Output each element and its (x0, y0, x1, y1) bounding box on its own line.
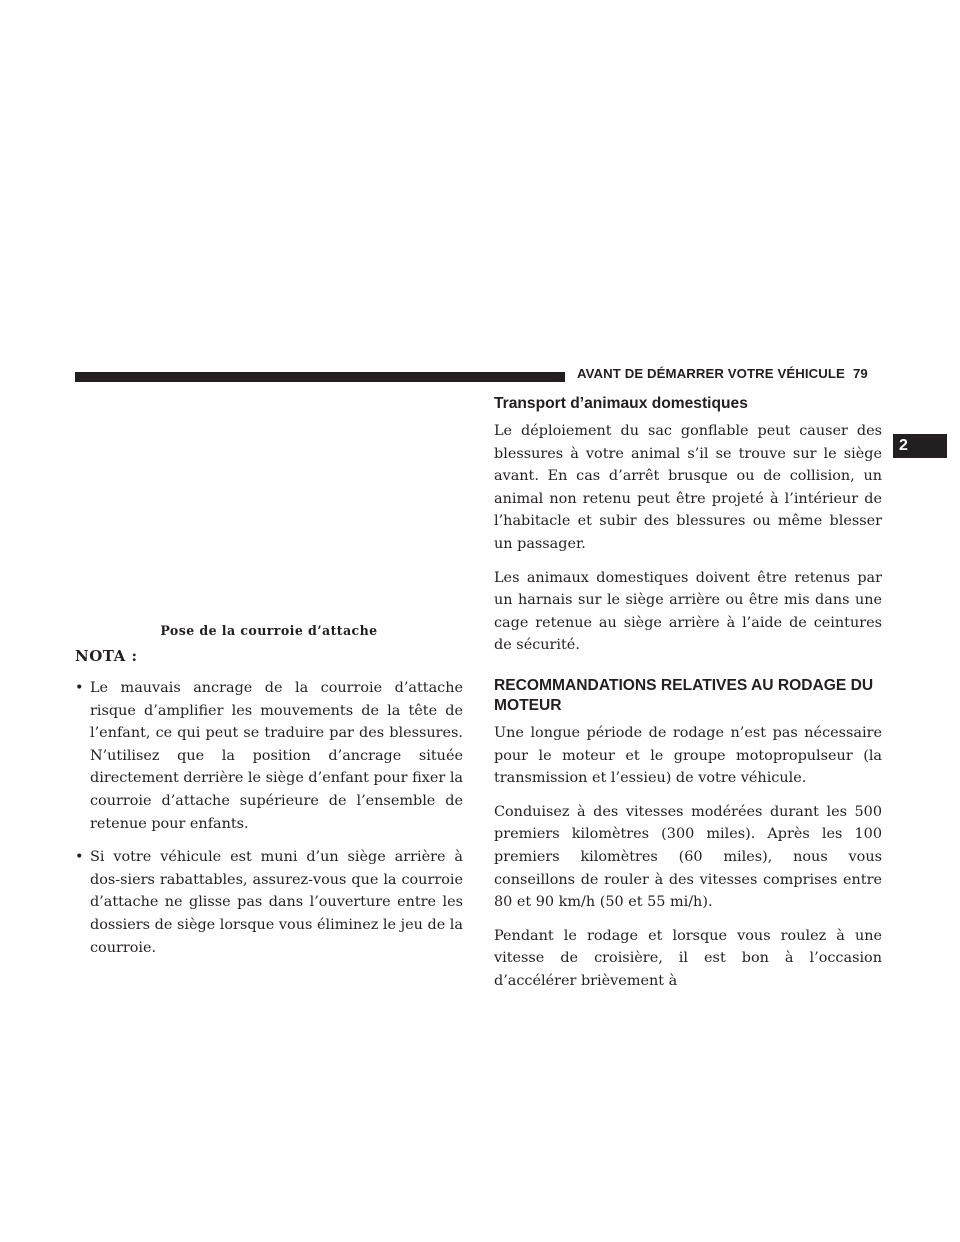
breakin-heading: RECOMMANDATIONS RELATIVES AU RODAGE DU MOTEUR (494, 676, 874, 714)
list-item (75, 677, 463, 835)
left-column (75, 622, 463, 970)
right-column (494, 393, 882, 1003)
list-item (75, 846, 463, 959)
paragraph: Les animaux domestiques doivent être retenus par un harnais sur le siège arrière ou être mis dans une cage retenue au siège arrière à l’aide de ceintures de sécurité. (494, 569, 882, 654)
paragraph: Conduisez à des vitesses modérées durant les 500 premiers kilomètres (300 miles). Après les 100 premiers kilomètres (60 miles), nous vous conseillons de rouler à des vitesses comprises entre 80 et 90 km/h (50 et 55 mi/h). (494, 803, 882, 911)
chapter-tab: 2 (893, 434, 947, 458)
paragraph: Le déploiement du sac gonflable peut causer des blessures à votre animal s’il se trouve sur le siège avant. En cas d’arrêt brusque ou de collision, un animal non retenu peut être projeté à l’intérieur de l’habitacle et subir des blessures ou même blesser un passager. (494, 423, 882, 552)
paragraph: Pendant le rodage et lorsque vous roulez à une vitesse de croisière, il est bon à l’occasion d’accélérer brièvement à (494, 927, 882, 989)
list-item-text: Le mauvais ancrage de la courroie d’attache risque d’amplifier les mouvements de la tête de l’enfant, ce qui peut se traduire par des blessures. N’utilisez que la position d’ancrage située directement derrière le siège d’enfant pour fixer la courroie d’attache supérieure de l’ensemble de retenue pour enfants. (90, 680, 463, 832)
pets-heading: Transport d’animaux domestiques (494, 395, 748, 412)
header-rule (75, 372, 565, 382)
running-title: AVANT DE DÉMARRER VOTRE VÉHICULE (577, 366, 845, 381)
paragraph: Une longue période de rodage n’est pas nécessaire pour le moteur et le groupe motopropulseur (la transmission et l’essieu) de votre véhicule. (494, 724, 882, 787)
bullet-icon: • (75, 680, 84, 696)
list-item-text: Si votre véhicule est muni d’un siège arrière à dos-siers rabattables, assurez-vous que la courroie d’attache ne glisse pas dans l’ouverture entre les dossiers de siège lorsque vous éliminez le jeu de la courroie. (90, 849, 463, 956)
page-number: 79 (852, 366, 868, 381)
bullet-icon: • (75, 849, 84, 866)
running-header (577, 366, 887, 381)
nota-label: NOTA : (75, 647, 138, 665)
nota-list (75, 677, 463, 959)
figure-caption: Pose de la courroie d’attache (160, 623, 378, 638)
